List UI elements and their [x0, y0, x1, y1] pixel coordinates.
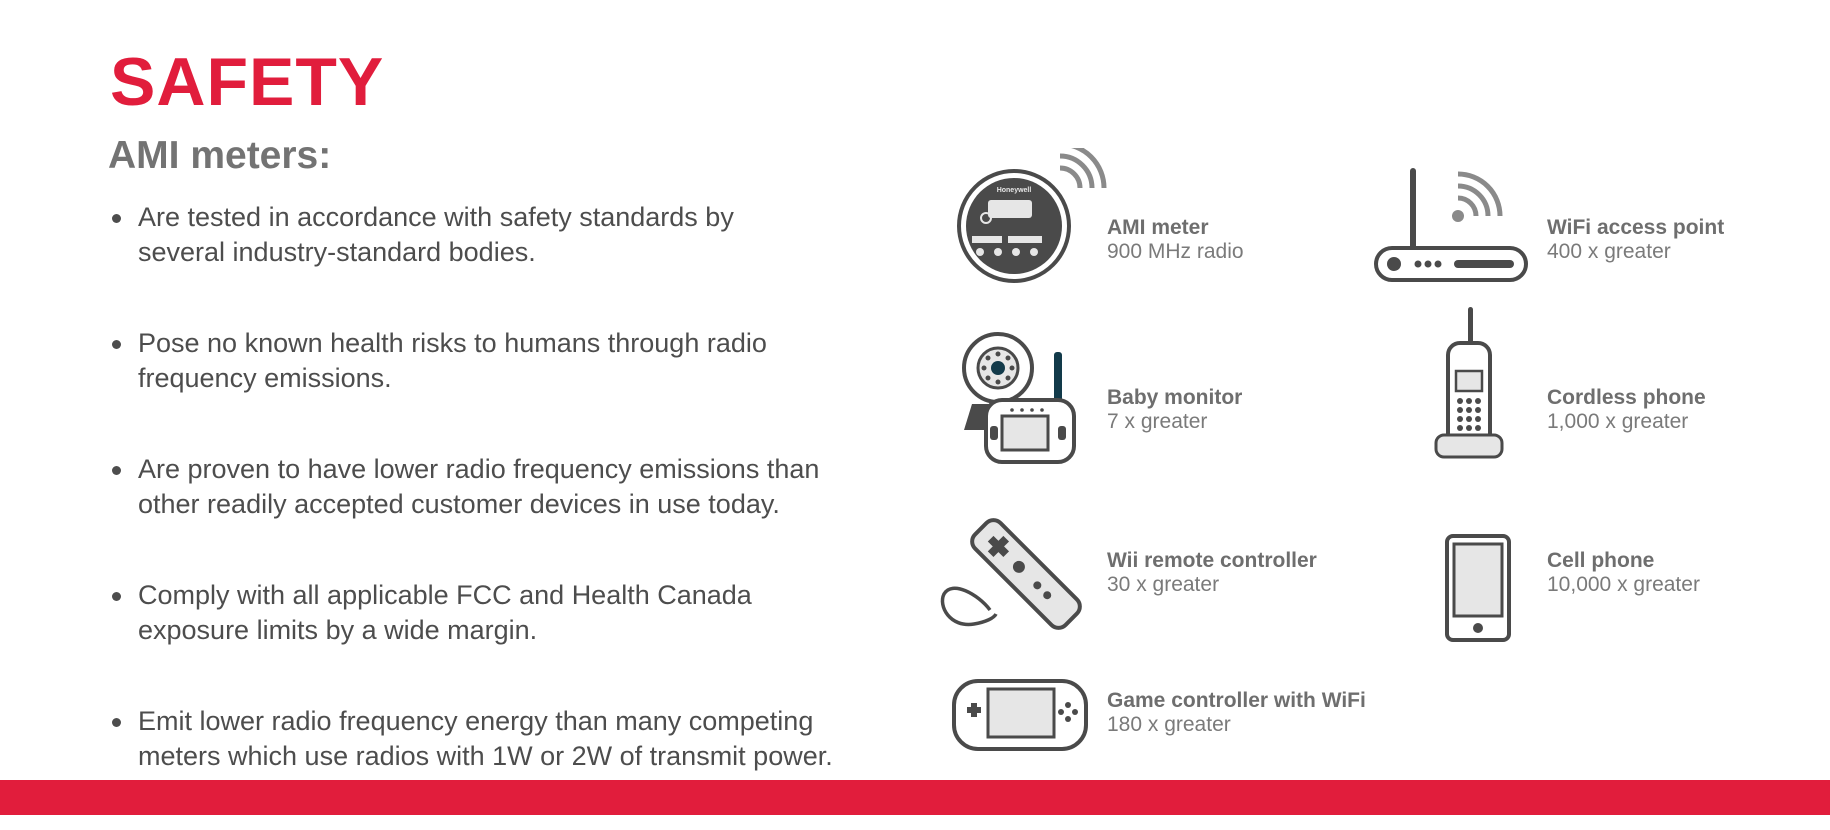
game-controller-icon: [950, 675, 1090, 755]
bullet-item: [108, 200, 928, 270]
device-baby-monitor: [950, 330, 1310, 470]
cordless-phone-icon: [1372, 305, 1532, 465]
bullet-line-1: Emit lower radio frequency energy than many competing: [138, 706, 814, 736]
device-label: Cordless phone: [1547, 386, 1706, 409]
device-label: AMI meter: [1107, 216, 1209, 239]
device-label: Game controller with WiFi: [1107, 689, 1366, 712]
footer-accent-bar: [0, 780, 1830, 815]
device-value: 180 x greater: [1107, 713, 1231, 736]
bullet-line-1: Are proven to have lower radio frequency emissions than: [138, 454, 820, 484]
bullet-item: [108, 326, 928, 396]
device-game-controller: [950, 675, 1410, 755]
bullet-line-1: Are tested in accordance with safety standards by: [138, 202, 734, 232]
device-label: Wii remote controller: [1107, 549, 1317, 572]
page-title: SAFETY: [110, 44, 385, 120]
bullet-dot-icon: [112, 718, 121, 727]
bullet-item: [108, 578, 928, 648]
bullet-item: [108, 452, 928, 522]
wii-remote-icon: [938, 510, 1098, 640]
bullet-line-2: meters which use radios with 1W or 2W of transmit power.: [138, 741, 833, 771]
bullet-line-2: exposure limits by a wide margin.: [138, 615, 538, 645]
bullet-list: [108, 200, 928, 830]
bullet-dot-icon: [112, 214, 121, 223]
bullet-dot-icon: [112, 340, 121, 349]
bullet-line-1: Comply with all applicable FCC and Health Canada: [138, 580, 752, 610]
bullet-line-2: other readily accepted customer devices in use today.: [138, 489, 780, 519]
device-value: 30 x greater: [1107, 573, 1220, 596]
device-label: Baby monitor: [1107, 386, 1243, 409]
device-cell-phone: [1440, 530, 1780, 645]
device-cordless-phone: [1372, 305, 1792, 465]
device-value: 400 x greater: [1547, 240, 1671, 263]
device-label: WiFi access point: [1547, 216, 1725, 239]
device-value: 1,000 x greater: [1547, 410, 1689, 433]
page-subtitle: AMI meters:: [108, 134, 332, 177]
cell-phone-icon: [1440, 530, 1520, 645]
device-value: 10,000 x greater: [1547, 573, 1700, 596]
device-value: 7 x greater: [1107, 410, 1208, 433]
device-wii-remote: [938, 510, 1338, 640]
baby-monitor-icon: [950, 330, 1110, 470]
bullet-dot-icon: [112, 592, 121, 601]
ami-meter-icon: [950, 148, 1110, 288]
device-label: Cell phone: [1547, 549, 1655, 572]
meter-brand-text: Honeywell: [996, 187, 1032, 194]
bullet-line-2: frequency emissions.: [138, 363, 392, 393]
bullet-line-1: Pose no known health risks to humans through radio: [138, 328, 767, 358]
bullet-line-2: several industry-standard bodies.: [138, 237, 536, 267]
device-value: 900 MHz radio: [1107, 240, 1244, 263]
bullet-dot-icon: [112, 466, 121, 475]
wifi-router-icon: [1372, 160, 1532, 290]
bullet-item: [108, 704, 928, 774]
device-ami-meter: [950, 148, 1310, 288]
device-wifi-access-point: [1372, 160, 1792, 290]
